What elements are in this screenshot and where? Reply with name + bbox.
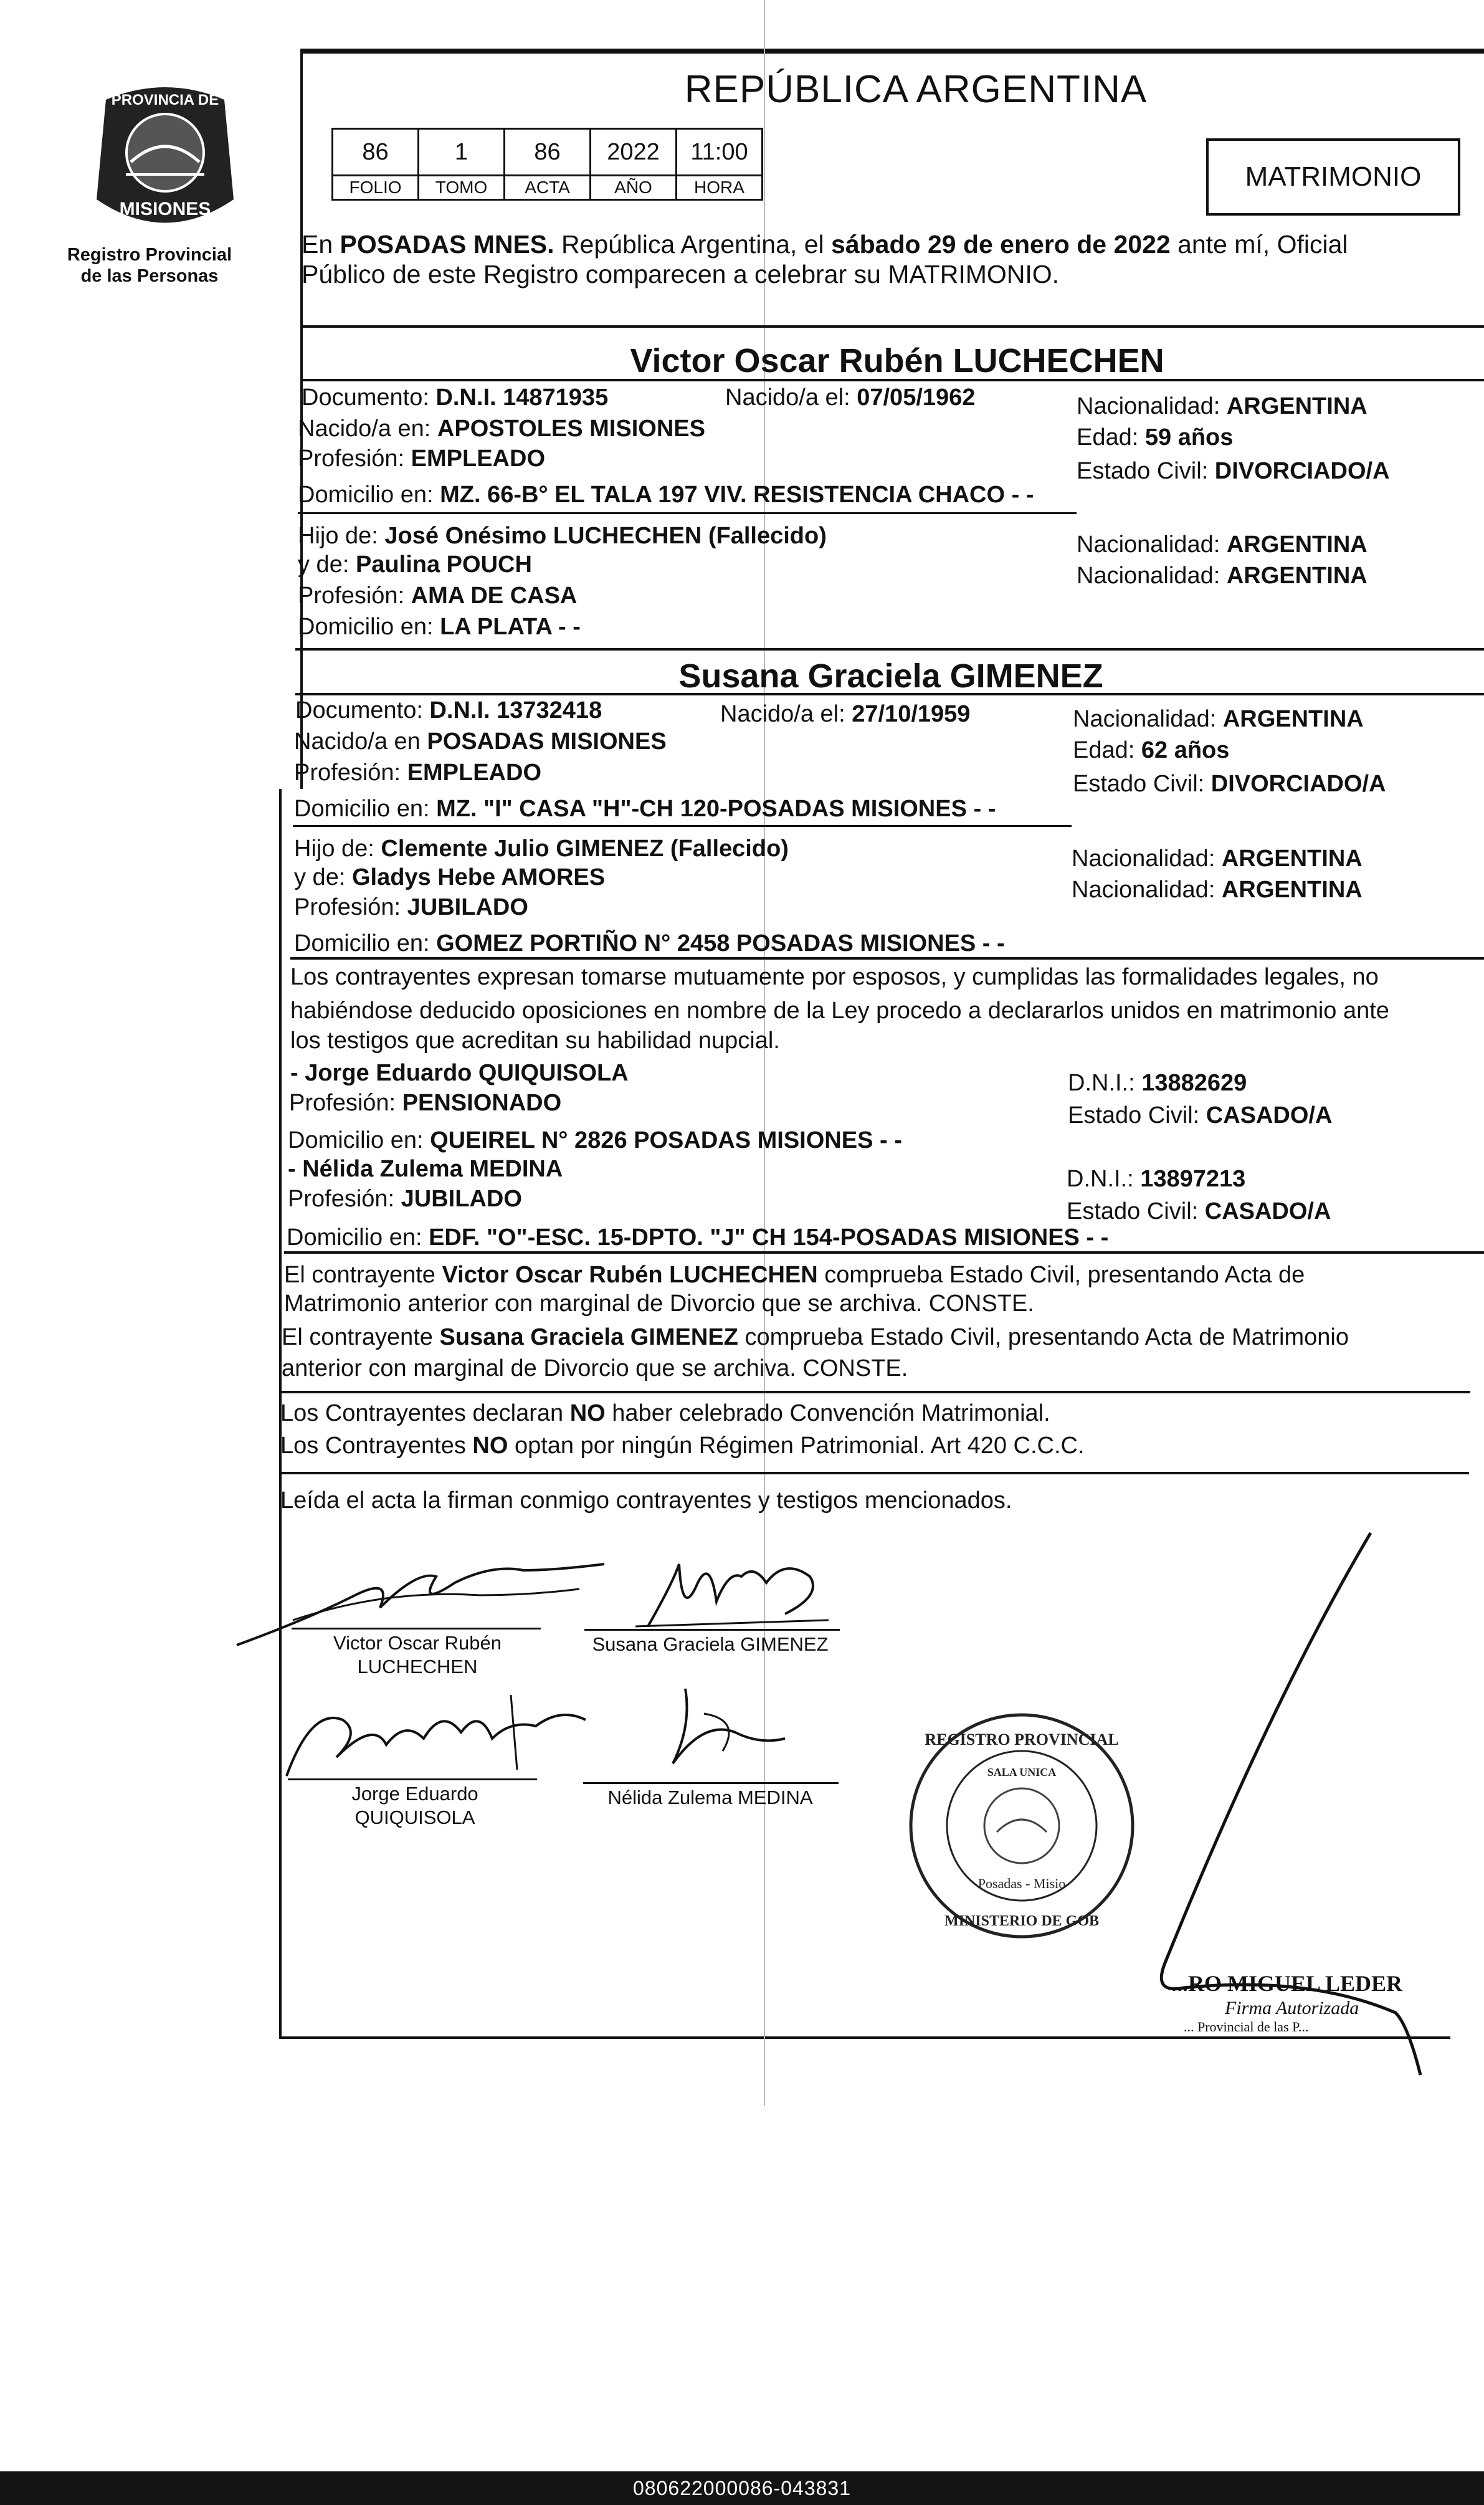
witness1-dni: D.N.I.: 13882629 — [1068, 1070, 1247, 1096]
hora-label: HORA — [677, 176, 763, 200]
intro-text: República Argentina, el — [554, 230, 832, 259]
witness2-profession: Profesión: JUBILADO — [288, 1186, 522, 1212]
divider — [300, 379, 1484, 381]
barcode-footer: 080622000086-043831 — [0, 2471, 1484, 2505]
spouse1-mother-nationality: Nacionalidad: ARGENTINA — [1077, 563, 1367, 589]
signature-spouse2 — [623, 1545, 847, 1639]
acta-value: 86 — [505, 129, 591, 176]
divider — [295, 693, 1484, 695]
spouse2-mother: y de: Gladys Hebe AMORES — [294, 864, 606, 890]
divider — [290, 957, 1484, 960]
spouse1-birthplace: Nacido/a en: APOSTOLES MISIONES — [298, 416, 705, 442]
witness2-address: Domicilio en: EDF. "O"-ESC. 15-DPTO. "J" CH 154-POSADAS MISIONES - - — [287, 1224, 1109, 1251]
logo-caption — [59, 244, 240, 287]
spouse2-birth: Nacido/a el: 27/10/1959 — [720, 701, 971, 727]
spouse1-address: Domicilio en: MZ. 66-B° EL TALA 197 VIV. RESISTENCIA CHACO - - — [298, 482, 1034, 508]
spouse1-parent-address: Domicilio en: LA PLATA - - — [298, 614, 581, 640]
province-seal-logo — [87, 75, 243, 243]
divider — [298, 512, 1077, 514]
divider — [284, 1251, 1484, 1254]
spouse1-name: Victor Oscar Rubén LUCHECHEN — [630, 342, 1164, 379]
document-title: REPÚBLICA ARGENTINA — [684, 68, 1148, 111]
witness1-profession: Profesión: PENSIONADO — [289, 1090, 562, 1116]
spouse1-doc: Documento: D.N.I. 14871935 — [302, 384, 609, 411]
logo-caption-line2: de las Personas — [80, 266, 219, 286]
signature-label-spouse2: Susana Graciela GIMENEZ — [592, 1633, 829, 1655]
witness2-civil-status: Estado Civil: CASADO/A — [1067, 1198, 1331, 1224]
spouse2-parent-profession: Profesión: JUBILADO — [294, 894, 528, 920]
declaration-line-3: los testigos que acreditan su habilidad nupcial. — [290, 1028, 780, 1054]
document-frame — [300, 49, 1484, 54]
signature-line — [583, 1782, 839, 1784]
hora-value: 11:00 — [677, 129, 763, 176]
signature-label-witness1: Jorge Eduardo QUIQUISOLA — [351, 1783, 478, 1828]
anio-label: AÑO — [591, 176, 677, 200]
signature-line — [292, 1628, 541, 1629]
spouse2-father: Hijo de: Clemente Julio GIMENEZ (Fallecido) — [294, 836, 789, 862]
svg-text:Posadas - Misio: Posadas - Misio — [977, 1876, 1066, 1891]
spouse1-nationality: Nacionalidad: ARGENTINA — [1077, 393, 1367, 419]
civil-proof-2-line-2: anterior con marginal de Divorcio que se archiva. CONSTE. — [282, 1355, 908, 1381]
witness1-civil-status: Estado Civil: CASADO/A — [1068, 1102, 1333, 1128]
intro-text: En — [302, 230, 340, 259]
spouse1-civil-status: Estado Civil: DIVORCIADO/A — [1077, 458, 1390, 484]
official-round-stamp — [903, 1707, 1140, 1944]
signature-line — [288, 1778, 537, 1780]
divider — [295, 648, 1484, 651]
spouse2-profession: Profesión: EMPLEADO — [294, 760, 542, 786]
spouse1-father: Hijo de: José Onésimo LUCHECHEN (Fallecido) — [298, 523, 827, 549]
spouse1-profession: Profesión: EMPLEADO — [298, 446, 546, 472]
official-name: ...RO MIGUEL LEDER — [1171, 1971, 1403, 1996]
spouse1-father-nationality: Nacionalidad: ARGENTINA — [1077, 532, 1367, 558]
convention-line-2: Los Contrayentes NO optan por ningún Régimen Patrimonial. Art 420 C.C.C. — [280, 1433, 1085, 1459]
svg-text:REGISTRO PROVINCIAL: REGISTRO PROVINCIAL — [925, 1730, 1119, 1749]
act-type-box: MATRIMONIO — [1206, 138, 1460, 216]
civil-proof-1-line-2: Matrimonio anterior con marginal de Divorcio que se archiva. CONSTE. — [284, 1291, 1034, 1317]
declaration-line-1: Los contrayentes expresan tomarse mutuamente por esposos, y cumplidas las formalidades legales, no — [290, 964, 1379, 990]
civil-proof-2-line-1: El contrayente Susana Graciela GIMENEZ comprueba Estado Civil, presentando Acta de Matrimonio — [282, 1324, 1349, 1350]
svg-text:MISIONES: MISIONES — [119, 199, 211, 219]
signature-witness1 — [274, 1682, 598, 1795]
spouse2-father-nationality: Nacionalidad: ARGENTINA — [1072, 846, 1363, 872]
spouse2-birthplace: Nacido/a en POSADAS MISIONES — [294, 728, 667, 755]
official-office: ... Provincial de las P... — [1184, 2019, 1309, 2035]
divider — [293, 825, 1072, 827]
spouse2-civil-status: Estado Civil: DIVORCIADO/A — [1073, 771, 1386, 797]
closing-text: Leída el acta la firman conmigo contrayentes y testigos mencionados. — [280, 1487, 1012, 1514]
intro-text: ante mí, Oficial — [1170, 230, 1348, 259]
official-title: Firma Autorizada — [1225, 1998, 1359, 2018]
signature-label-witness2: Nélida Zulema MEDINA — [607, 1787, 813, 1808]
divider — [279, 1472, 1469, 1474]
tomo-label: TOMO — [419, 176, 505, 200]
convention-line-1: Los Contrayentes declaran NO haber celebrado Convención Matrimonial. — [280, 1400, 1050, 1426]
folio-value: 86 — [333, 129, 419, 176]
signature-witness2 — [648, 1676, 797, 1776]
spouse2-mother-nationality: Nacionalidad: ARGENTINA — [1072, 877, 1363, 903]
intro-line-2: Público de este Registro comparecen a celebrar su MATRIMONIO. — [302, 260, 1060, 289]
spouse2-address: Domicilio en: MZ. "I" CASA "H"-CH 120-POSADAS MISIONES - - — [294, 796, 996, 822]
acta-label: ACTA — [505, 176, 591, 200]
svg-text:SALA UNICA: SALA UNICA — [987, 1766, 1057, 1778]
spouse1-age: Edad: 59 años — [1077, 424, 1234, 451]
spouse2-age: Edad: 62 años — [1073, 737, 1230, 763]
spouse1-birth: Nacido/a el: 07/05/1962 — [725, 384, 976, 411]
spouse1-parent-profession: Profesión: AMA DE CASA — [298, 583, 578, 609]
intro-place: POSADAS MNES. — [340, 230, 554, 259]
spouse2-nationality: Nacionalidad: ARGENTINA — [1073, 706, 1364, 732]
spouse2-name: Susana Graciela GIMENEZ — [678, 657, 1103, 695]
witness2-dni: D.N.I.: 13897213 — [1067, 1166, 1246, 1192]
spouse2-doc: Documento: D.N.I. 13732418 — [295, 697, 602, 723]
signature-label-spouse1: Victor Oscar Rubén LUCHECHEN — [333, 1632, 502, 1677]
spouse1-mother: y de: Paulina POUCH — [298, 551, 532, 578]
anio-value: 2022 — [591, 129, 677, 176]
folio-label: FOLIO — [333, 176, 419, 200]
witness1-address: Domicilio en: QUEIREL N° 2826 POSADAS MISIONES - - — [288, 1127, 902, 1153]
intro-line-1 — [302, 231, 1348, 258]
logo-caption-line1: Registro Provincial — [67, 245, 232, 265]
tomo-value: 1 — [419, 129, 505, 176]
witness1-name: - Jorge Eduardo QUIQUISOLA — [290, 1060, 629, 1086]
civil-proof-1-line-1: El contrayente Victor Oscar Rubén LUCHECHEN comprueba Estado Civil, presentando Acta de — [284, 1262, 1305, 1288]
divider — [280, 1391, 1470, 1393]
intro-date: sábado 29 de enero de 2022 — [831, 230, 1171, 259]
registry-table — [331, 128, 763, 201]
divider — [300, 325, 1484, 328]
declaration-line-2: habiéndose deducido oposiciones en nombre de la Ley procedo a declararlos unidos en matrimonio ante — [290, 998, 1389, 1024]
witness2-name: - Nélida Zulema MEDINA — [288, 1156, 563, 1182]
svg-text:PROVINCIA DE: PROVINCIA DE — [111, 92, 219, 108]
svg-text:MINISTERIO DE GOB: MINISTERIO DE GOB — [944, 1913, 1100, 1929]
spouse2-parent-address: Domicilio en: GOMEZ PORTIÑO N° 2458 POSADAS MISIONES - - — [294, 930, 1005, 957]
signature-line — [584, 1629, 840, 1631]
